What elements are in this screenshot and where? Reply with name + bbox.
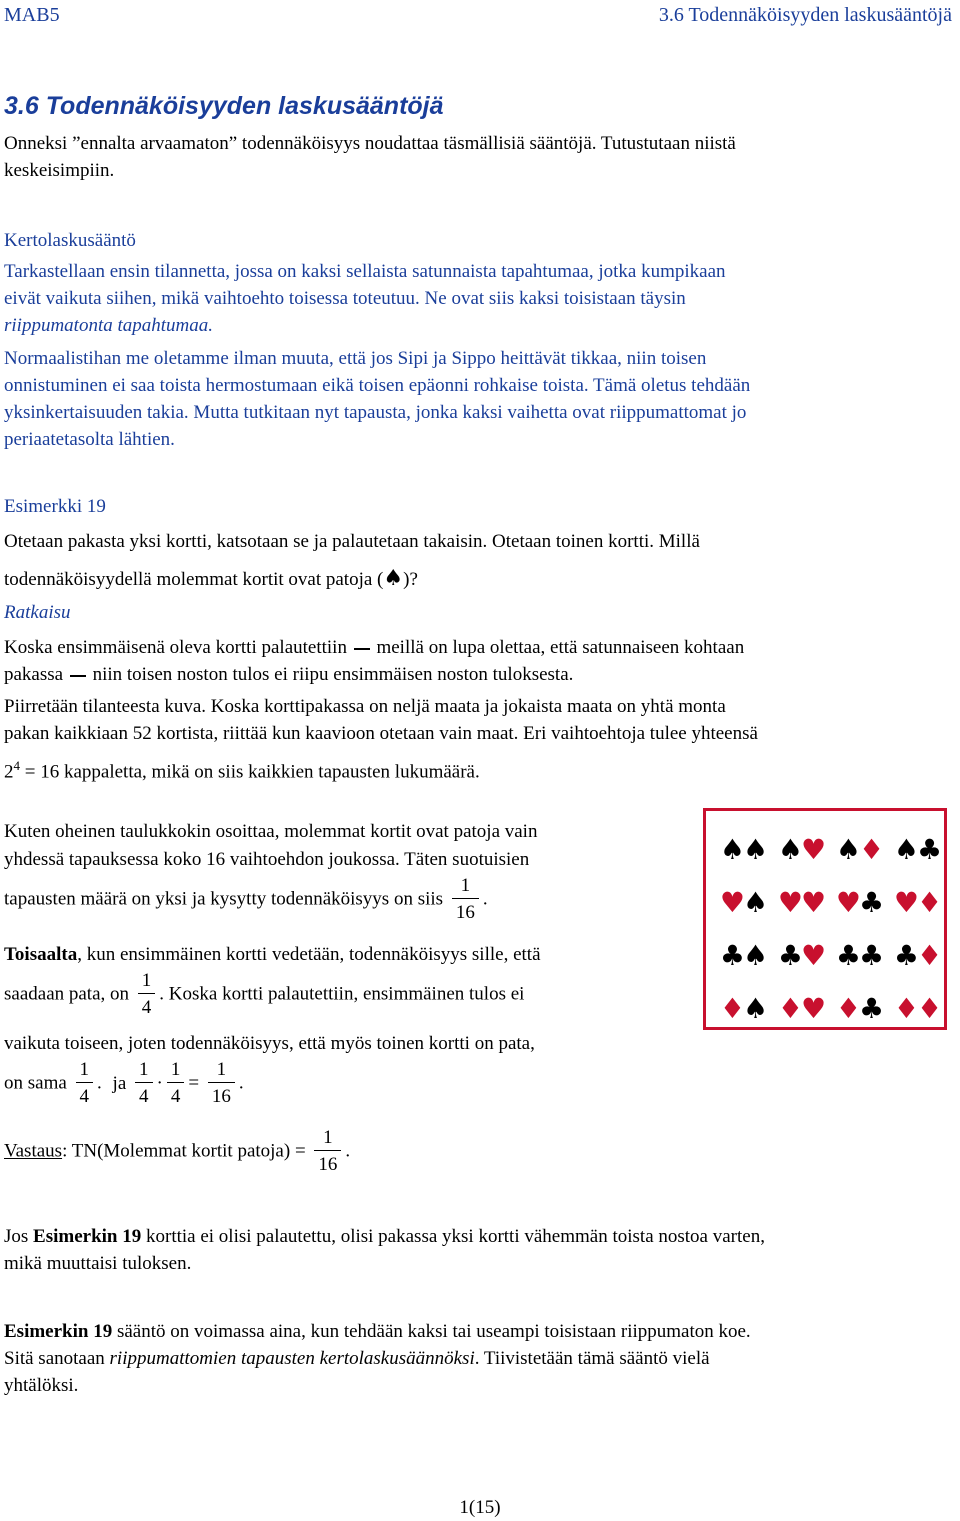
rule-p2-line-4: periaatetasolta lähtien. [4, 429, 175, 450]
dash-icon [354, 648, 370, 650]
heart-icon: ♥ [801, 833, 825, 866]
card-cell-spade-diamond [830, 825, 888, 875]
club-icon: ♣ [777, 939, 801, 972]
rule-p1-line-2: eivät vaikuta siihen, mikä vaihtoehto toisessa toteutuu. Ne ovat siis kaksi toisistaan täysin [4, 288, 686, 309]
card-cell-club-spade [714, 931, 772, 981]
rule-p2-line-1: Normaalistihan me oletamme ilman muuta, että jos Sipi ja Sippo heittävät tikkaa, niin toisen [4, 348, 707, 369]
heart-icon: ♥ [801, 992, 825, 1025]
spade-icon: ♠ [743, 939, 767, 972]
rule-p1-line-3: riippumatonta tapahtumaa. [4, 315, 214, 336]
fraction-1-16: $\frac{1}{16}$ [452, 876, 479, 922]
rule-p2-line-2: onnistuminen ei saa toista hermostumaan eikä toisen epäonni rohkaise toista. Tämä oletus tehdään [4, 375, 751, 396]
example-question-line-1: Otetaan pakasta yksi kortti, katsotaan se ja palautetaan takaisin. Otetaan toinen kortti. Millä [4, 531, 700, 552]
fraction-1-16: $\frac{1}{16}$ [208, 1060, 235, 1106]
diamond-icon: ♦ [917, 992, 941, 1025]
intro-line-2: keskeisimpiin. [4, 160, 115, 181]
card-cell-diamond-diamond [888, 984, 946, 1034]
after-p2-line-3: yhtälöksi. [4, 1375, 79, 1396]
diamond-icon: ♦ [893, 992, 917, 1025]
club-icon: ♣ [917, 833, 941, 866]
table-text-line-1: Kuten oheinen taulukkokin osoittaa, molemmat kortit ovat patoja vain [4, 821, 538, 842]
spade-icon: ♠ [743, 833, 767, 866]
fraction-1-4: $\frac{1}{4}$ [135, 1060, 153, 1106]
solution-p2-line-1: Piirretään tilanteesta kuva. Koska korttipakassa on neljä maata ja jokaista maata on yhtä monta [4, 696, 726, 717]
card-cell-spade-spade [714, 825, 772, 875]
diamond-icon: ♦ [917, 939, 941, 972]
diamond-icon: ♦ [859, 833, 883, 866]
diamond-icon: ♦ [777, 992, 801, 1025]
after-p1-line-2: mikä muuttaisi tuloksen. [4, 1253, 192, 1274]
club-icon: ♣ [835, 939, 859, 972]
spade-icon: ♠ [719, 833, 743, 866]
spade-icon: ♠ [743, 886, 767, 919]
card-cell-diamond-spade [714, 984, 772, 1034]
solution-label: Ratkaisu [4, 602, 71, 623]
card-cell-heart-club [830, 878, 888, 928]
card-cell-diamond-club [830, 984, 888, 1034]
dash-icon [70, 675, 86, 677]
table-text-line-2: yhdessä tapauksessa koko 16 vaihtoehdon joukossa. Täten suotuisien [4, 849, 530, 870]
card-cell-club-club [830, 931, 888, 981]
example-title: Esimerkki 19 [4, 496, 106, 517]
fraction-1-4: $\frac{1}{4}$ [167, 1060, 185, 1106]
card-cell-spade-club [888, 825, 946, 875]
table-text-line-3: tapausten määrä on yksi ja kysytty todennäköisyys on siis $\frac{1}{16}$ . [4, 875, 488, 923]
card-cell-spade-heart [772, 825, 830, 875]
after-p2-line-1: Esimerkin 19 sääntö on voimassa aina, kun tehdään kaksi tai useampi toisistaan riippumaton koe. [4, 1321, 751, 1342]
table-text-line-7: on sama $\frac{1}{4}$ . ja $\frac{1}{4}$ · $\frac{1}{4}$ = $\frac{1}{16}$ . [4, 1059, 244, 1107]
heart-icon: ♥ [835, 886, 859, 919]
spade-icon: ♠ [893, 833, 917, 866]
rule-p1-line-1: Tarkastellaan ensin tilannetta, jossa on kaksi sellaista satunnaista tapahtumaa, jotka kumpikaan [4, 261, 726, 282]
club-icon: ♣ [859, 992, 883, 1025]
card-cell-club-heart [772, 931, 830, 981]
spade-icon: ♠ [835, 833, 859, 866]
spade-icon: ♠ [743, 992, 767, 1025]
table-text-line-4: Toisaalta, kun ensimmäinen kortti vedetään, todennäköisyys sille, että [4, 944, 541, 965]
page-number: 1(15) [459, 1497, 501, 1518]
spade-icon: ♠ [777, 833, 801, 866]
header-left: MAB5 [4, 4, 60, 26]
heart-icon: ♥ [801, 939, 825, 972]
fraction-1-4: $\frac{1}{4}$ [76, 1060, 94, 1106]
table-text-line-5: saadaan pata, on $\frac{1}{4}$ . Koska kortti palautettiin, ensimmäinen tulos ei [4, 970, 525, 1018]
fraction-1-4: $\frac{1}{4}$ [138, 971, 156, 1017]
page-title: 3.6 Todennäköisyyden laskusääntöjä [4, 92, 444, 120]
rule-title: Kertolaskusääntö [4, 230, 136, 251]
card-cell-club-diamond [888, 931, 946, 981]
solution-p2-line-3: $2^4 = 16$ kappaletta, mikä on siis kaikkien tapausten lukumäärä. [4, 758, 480, 783]
example-question-line-2: todennäköisyydellä molemmat kortit ovat patoja (♠)? [4, 566, 418, 591]
spade-icon: ♠ [383, 566, 404, 591]
heart-icon: ♥ [777, 886, 801, 919]
answer-line: Vastaus: TN(Molemmat kortit patoja) = $\frac{1}{16}$ . [4, 1127, 351, 1175]
card-cell-heart-spade [714, 878, 772, 928]
diamond-icon: ♦ [917, 886, 941, 919]
card-cell-heart-heart [772, 878, 830, 928]
heart-icon: ♥ [893, 886, 917, 919]
intro-line-1: Onneksi ”ennalta arvaamaton” todennäköisyys noudattaa täsmällisiä sääntöjä. Tutustutaan niistä [4, 133, 736, 154]
card-cell-diamond-heart [772, 984, 830, 1034]
club-icon: ♣ [859, 886, 883, 919]
club-icon: ♣ [719, 939, 743, 972]
solution-p1-line-2: pakassa niin toisen noston tulos ei riipu ensimmäisen noston tuloksesta. [4, 664, 574, 685]
solution-p1-line-1: Koska ensimmäisenä oleva kortti palautettiin meillä on lupa olettaa, että satunnaiseen kohtaan [4, 637, 745, 658]
header-right: 3.6 Todennäköisyyden laskusääntöjä [658, 4, 952, 26]
after-p2-line-2: Sitä sanotaan riippumattomien tapausten kertolaskusäännöksi. Tiivistetään tämä sääntö vielä [4, 1348, 710, 1369]
heart-icon: ♥ [801, 886, 825, 919]
card-suit-grid [703, 808, 947, 1030]
club-icon: ♣ [859, 939, 883, 972]
rule-p2-line-3: yksinkertaisuuden takia. Mutta tutkitaan nyt tapausta, jonka kaksi vaihetta ovat riippumattomat jo [4, 402, 747, 423]
diamond-icon: ♦ [719, 992, 743, 1025]
table-text-line-6: vaikuta toiseen, joten todennäköisyys, että myös toinen kortti on pata, [4, 1033, 535, 1054]
diamond-icon: ♦ [835, 992, 859, 1025]
club-icon: ♣ [893, 939, 917, 972]
heart-icon: ♥ [719, 886, 743, 919]
card-cell-heart-diamond [888, 878, 946, 928]
fraction-1-16: $\frac{1}{16}$ [314, 1128, 341, 1174]
after-p1-line-1: Jos Esimerkin 19 korttia ei olisi palautettu, olisi pakassa yksi kortti vähemmän toista nostoa varten, [4, 1226, 765, 1247]
solution-p2-line-2: pakan kaikkiaan 52 kortista, riittää kun kaavioon otetaan vain maat. Eri vaihtoehtoja tulee yhteensä [4, 723, 758, 744]
